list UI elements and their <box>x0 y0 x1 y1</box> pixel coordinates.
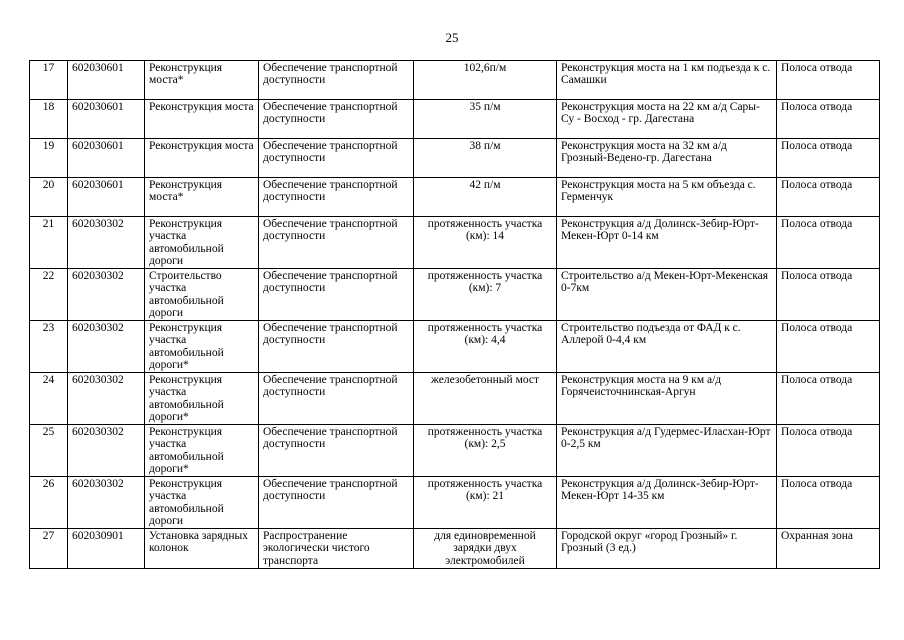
cell-characteristic: протяженность участка (км): 7 <box>414 269 557 321</box>
cell-code: 602030601 <box>68 100 145 139</box>
cell-location: Реконструкция моста на 1 км подъезда к с. Самашки <box>557 61 777 100</box>
objects-table <box>29 60 880 569</box>
cell-purpose: Распространение экологически чистого транспорта <box>259 529 414 569</box>
cell-location: Городской округ «город Грозный» г. Грозный (3 ед.) <box>557 529 777 569</box>
cell-purpose: Обеспечение транспортной доступности <box>259 269 414 321</box>
cell-zone: Полоса отвода <box>777 178 880 217</box>
cell-code: 602030601 <box>68 139 145 178</box>
cell-code: 602030302 <box>68 269 145 321</box>
cell-purpose: Обеспечение транспортной доступности <box>259 373 414 425</box>
cell-location: Строительство а/д Мекен-Юрт-Мекенская 0-7км <box>557 269 777 321</box>
cell-number: 17 <box>30 61 68 100</box>
cell-purpose: Обеспечение транспортной доступности <box>259 61 414 100</box>
cell-number: 21 <box>30 217 68 269</box>
table-row <box>30 100 880 139</box>
cell-object-name: Реконструкция участка автомобильной дороги* <box>145 373 259 425</box>
table-row <box>30 178 880 217</box>
cell-purpose: Обеспечение транспортной доступности <box>259 321 414 373</box>
cell-object-name: Реконструкция участка автомобильной дороги <box>145 477 259 529</box>
cell-characteristic: для единовременной зарядки двух электромобилей <box>414 529 557 569</box>
cell-code: 602030601 <box>68 61 145 100</box>
cell-number: 27 <box>30 529 68 569</box>
cell-zone: Полоса отвода <box>777 61 880 100</box>
cell-zone: Полоса отвода <box>777 269 880 321</box>
cell-purpose: Обеспечение транспортной доступности <box>259 178 414 217</box>
cell-code: 602030302 <box>68 217 145 269</box>
cell-number: 20 <box>30 178 68 217</box>
cell-zone: Охранная зона <box>777 529 880 569</box>
cell-code: 602030901 <box>68 529 145 569</box>
cell-number: 18 <box>30 100 68 139</box>
cell-location: Реконструкция а/д Долинск-Зебир-Юрт-Мекен-Юрт 14-35 км <box>557 477 777 529</box>
cell-zone: Полоса отвода <box>777 139 880 178</box>
cell-zone: Полоса отвода <box>777 217 880 269</box>
cell-code: 602030302 <box>68 321 145 373</box>
cell-code: 602030302 <box>68 373 145 425</box>
cell-characteristic: протяженность участка (км): 2,5 <box>414 425 557 477</box>
cell-number: 19 <box>30 139 68 178</box>
cell-purpose: Обеспечение транспортной доступности <box>259 100 414 139</box>
cell-location: Реконструкция моста на 9 км а/д Горячеисточнинская-Аргун <box>557 373 777 425</box>
cell-number: 26 <box>30 477 68 529</box>
cell-object-name: Реконструкция участка автомобильной дороги <box>145 217 259 269</box>
cell-object-name: Установка зарядных колонок <box>145 529 259 569</box>
cell-characteristic: 42 п/м <box>414 178 557 217</box>
cell-zone: Полоса отвода <box>777 321 880 373</box>
cell-purpose: Обеспечение транспортной доступности <box>259 139 414 178</box>
cell-characteristic: протяженность участка (км): 4,4 <box>414 321 557 373</box>
cell-code: 602030302 <box>68 425 145 477</box>
cell-zone: Полоса отвода <box>777 477 880 529</box>
table-row <box>30 321 880 373</box>
table-row <box>30 425 880 477</box>
table-row <box>30 61 880 100</box>
cell-location: Реконструкция моста на 32 км а/д Грозный-Ведено-гр. Дагестана <box>557 139 777 178</box>
cell-characteristic: протяженность участка (км): 21 <box>414 477 557 529</box>
cell-number: 22 <box>30 269 68 321</box>
cell-number: 25 <box>30 425 68 477</box>
cell-object-name: Реконструкция участка автомобильной дороги* <box>145 425 259 477</box>
cell-characteristic: 35 п/м <box>414 100 557 139</box>
table-row <box>30 269 880 321</box>
cell-characteristic: железобетонный мост <box>414 373 557 425</box>
cell-number: 23 <box>30 321 68 373</box>
table-row <box>30 217 880 269</box>
cell-object-name: Реконструкция моста* <box>145 61 259 100</box>
cell-number: 24 <box>30 373 68 425</box>
cell-characteristic: протяженность участка (км): 14 <box>414 217 557 269</box>
table-row <box>30 529 880 569</box>
cell-characteristic: 102,6п/м <box>414 61 557 100</box>
page-number: 25 <box>445 30 459 45</box>
table-row <box>30 373 880 425</box>
cell-location: Реконструкция а/д Долинск-Зебир-Юрт-Мекен-Юрт 0-14 км <box>557 217 777 269</box>
cell-location: Реконструкция моста на 5 км объезда с. Герменчук <box>557 178 777 217</box>
cell-characteristic: 38 п/м <box>414 139 557 178</box>
cell-location: Строительство подъезда от ФАД к с. Аллерой 0-4,4 км <box>557 321 777 373</box>
cell-zone: Полоса отвода <box>777 100 880 139</box>
cell-object-name: Реконструкция моста <box>145 139 259 178</box>
table-row <box>30 477 880 529</box>
cell-code: 602030302 <box>68 477 145 529</box>
cell-object-name: Реконструкция моста* <box>145 178 259 217</box>
cell-location: Реконструкция моста на 22 км а/д Сары-Су - Восход - гр. Дагестана <box>557 100 777 139</box>
cell-object-name: Строительство участка автомобильной дороги <box>145 269 259 321</box>
cell-object-name: Реконструкция моста <box>145 100 259 139</box>
table-row <box>30 139 880 178</box>
cell-code: 602030601 <box>68 178 145 217</box>
cell-location: Реконструкция а/д Гудермес-Иласхан-Юрт 0-2,5 км <box>557 425 777 477</box>
cell-zone: Полоса отвода <box>777 373 880 425</box>
cell-object-name: Реконструкция участка автомобильной дороги* <box>145 321 259 373</box>
cell-purpose: Обеспечение транспортной доступности <box>259 425 414 477</box>
cell-purpose: Обеспечение транспортной доступности <box>259 217 414 269</box>
cell-purpose: Обеспечение транспортной доступности <box>259 477 414 529</box>
cell-zone: Полоса отвода <box>777 425 880 477</box>
